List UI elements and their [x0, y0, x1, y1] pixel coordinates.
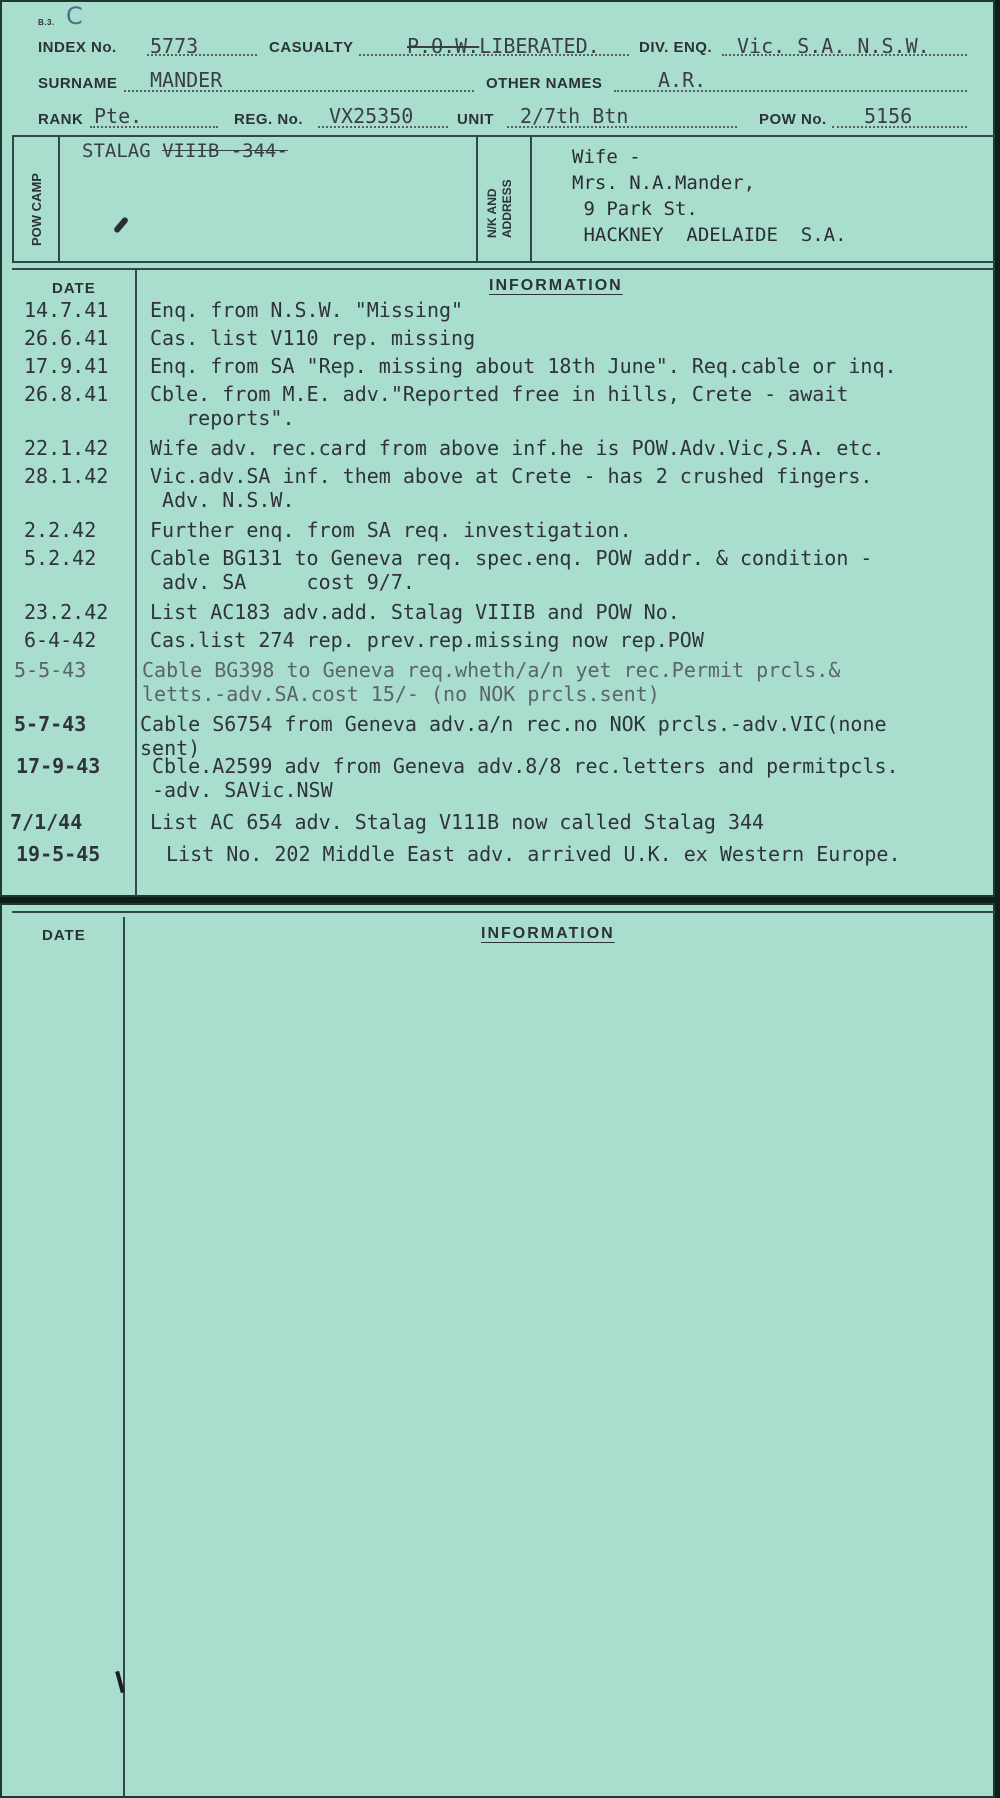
- index-value: 5773: [150, 34, 199, 58]
- entry-text: Cas. list V110 rep. missing: [150, 326, 476, 350]
- entry-text: Enq. from SA "Rep. missing about 18th June". Req.cable or inq.: [150, 354, 897, 378]
- date-header: DATE: [52, 280, 96, 297]
- surname-value: MANDER: [150, 68, 223, 92]
- camp-box-bottom-rule: [12, 261, 995, 263]
- address-line: 9 Park St.: [572, 198, 698, 220]
- entry-date: 5.2.42: [24, 546, 97, 570]
- rank-label: RANK: [38, 111, 84, 128]
- casualty-text: LIBERATED.: [479, 34, 600, 58]
- casualty-struck: P.O.W.: [407, 34, 480, 58]
- back-top-rule: [12, 911, 995, 913]
- entry-date: 17.9.41: [24, 354, 109, 378]
- entry-date: 22.1.42: [24, 436, 109, 460]
- entry-date: 2.2.42: [24, 518, 97, 542]
- entry-text: Cable BG131 to Geneva req. spec.enq. POW addr. & condition - adv. SA cost 9/7.: [150, 546, 873, 594]
- surname-label: SURNAME: [38, 75, 118, 92]
- handwritten-c-mark: C: [66, 2, 83, 30]
- entry-text: Vic.adv.SA inf. them above at Crete - has 2 crushed fingers. Adv. N.S.W.: [150, 464, 873, 512]
- nk-label-line1: N/K AND: [485, 188, 499, 238]
- address-label-divider: [530, 135, 532, 263]
- entry-text: List No. 202 Middle East adv. arrived U.K. ex Western Europe.: [166, 842, 901, 866]
- reg-no-value: VX25350: [329, 104, 414, 128]
- back-information-header: INFORMATION: [481, 925, 615, 942]
- pow-camp-plain: STALAG: [82, 140, 163, 162]
- entry-date: 26.8.41: [24, 382, 109, 406]
- entry-text: Cable S6754 from Geneva adv.a/n rec.no NOK prcls.-adv.VIC(none sent): [140, 712, 887, 760]
- info-top-rule: [12, 268, 995, 270]
- other-names-label: OTHER NAMES: [486, 75, 603, 92]
- address-line: Wife -: [572, 146, 641, 168]
- form-code: B.3.: [38, 18, 55, 27]
- entry-date: 19-5-45: [16, 842, 101, 866]
- entry-text: Cble.A2599 adv from Geneva adv.8/8 rec.letters and permitpcls. -adv. SAVic.NSW: [152, 754, 899, 802]
- pow-no-value: 5156: [864, 104, 913, 128]
- rank-value: Pte.: [94, 104, 143, 128]
- address-block: [572, 144, 847, 248]
- entry-date: 7/1/44: [10, 810, 83, 834]
- entry-text: Cable BG398 to Geneva req.wheth/a/n yet rec.Permit prcls.& letts.-adv.SA.cost 15/- (no NOK prcls.sent): [142, 658, 841, 706]
- nk-label-line2: ADDRESS: [500, 179, 514, 238]
- pow-camp-struck: VIIIB -344-: [162, 140, 288, 162]
- entry-text: List AC183 adv.add. Stalag VIIIB and POW No.: [150, 600, 680, 624]
- card-back: [0, 903, 995, 1798]
- entry-text: Cas.list 274 rep. prev.rep.missing now rep.POW: [150, 628, 704, 652]
- entry-date: 23.2.42: [24, 600, 109, 624]
- unit-label: UNIT: [457, 111, 494, 128]
- back-date-column-rule: [123, 917, 125, 1797]
- information-header: INFORMATION: [489, 277, 623, 294]
- entry-date: 5-7-43: [14, 712, 87, 736]
- ink-mark: [113, 216, 129, 234]
- entry-date: 5-5-43: [14, 658, 87, 682]
- address-line: HACKNEY ADELAIDE S.A.: [572, 224, 847, 246]
- entry-date: 28.1.42: [24, 464, 109, 488]
- entry-text: Further enq. from SA req. investigation.: [150, 518, 632, 542]
- camp-box-top-rule: [12, 135, 995, 137]
- entry-date: 17-9-43: [16, 754, 101, 778]
- date-column-rule: [135, 270, 137, 897]
- other-names-value: A.R.: [658, 68, 707, 92]
- pow-no-label: POW No.: [759, 111, 827, 128]
- entry-text: List AC 654 adv. Stalag V111B now called Stalag 344: [150, 810, 765, 834]
- index-label: INDEX No.: [38, 39, 117, 56]
- entry-date: 14.7.41: [24, 298, 109, 322]
- address-box-left-rule: [476, 135, 478, 263]
- card-front: [0, 0, 995, 897]
- div-enq-value: Vic. S.A. N.S.W.: [737, 34, 930, 58]
- pow-camp-value: [82, 140, 288, 162]
- entry-date: 6-4-42: [24, 628, 97, 652]
- casualty-value: [407, 34, 600, 58]
- entry-text: Wife adv. rec.card from above inf.he is POW.Adv.Vic,S.A. etc.: [150, 436, 885, 460]
- pow-camp-label: POW CAMP: [29, 173, 44, 246]
- entry-text: Cble. from M.E. adv."Reported free in hills, Crete - await reports".: [150, 382, 849, 430]
- address-line: Mrs. N.A.Mander,: [572, 172, 756, 194]
- back-date-header: DATE: [42, 927, 86, 944]
- camp-label-divider: [58, 135, 60, 263]
- casualty-label: CASUALTY: [269, 39, 354, 56]
- reg-no-label: REG. No.: [234, 111, 304, 128]
- entry-date: 26.6.41: [24, 326, 109, 350]
- camp-box-left-rule: [12, 135, 14, 263]
- entry-text: Enq. from N.S.W. "Missing": [150, 298, 464, 322]
- div-enq-label: DIV. ENQ.: [639, 39, 713, 56]
- unit-value: 2/7th Btn: [520, 104, 629, 128]
